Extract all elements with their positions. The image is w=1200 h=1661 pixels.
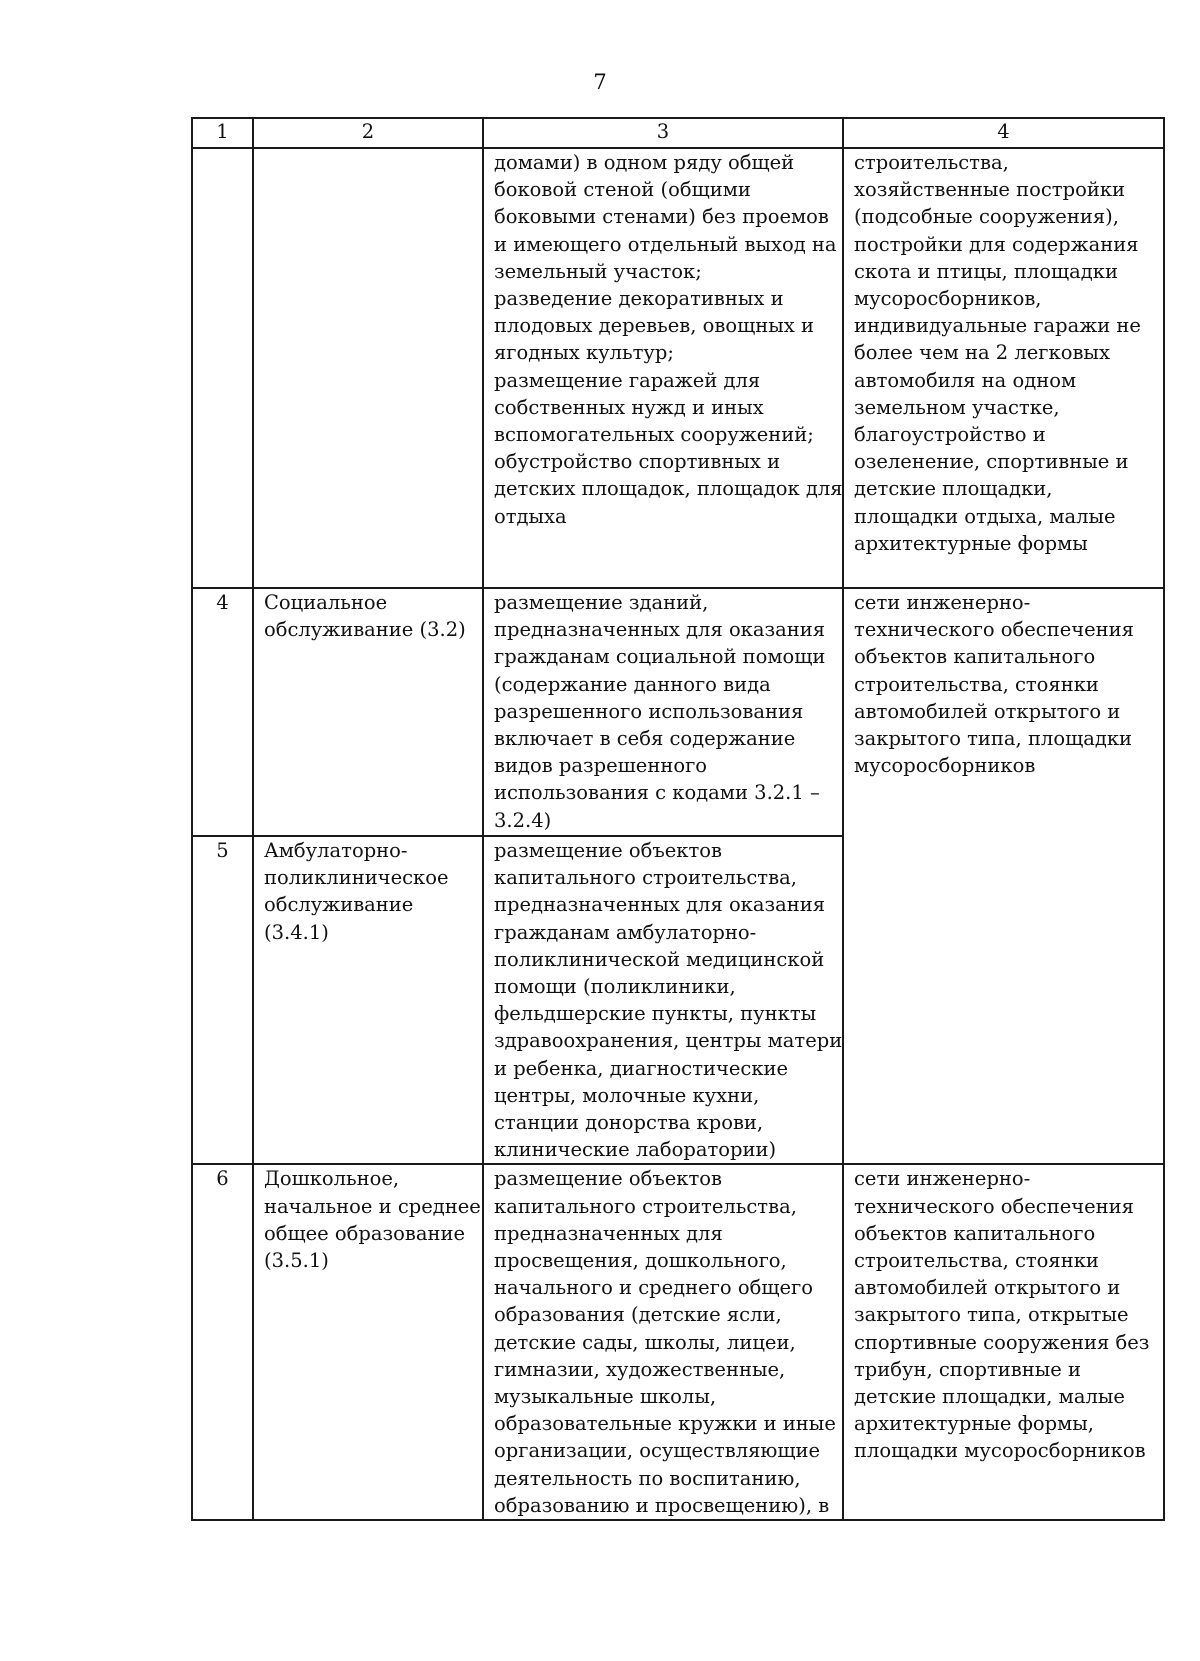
text-line: размещение объектов [494,1167,722,1191]
text-line: гражданам социальной помощи [494,645,826,669]
use-description [483,1164,843,1520]
text-line: здравоохранения, центры матери [494,1029,843,1053]
text-line: и ребенка, диагностические [494,1056,789,1080]
text-line: земельном участке, [854,395,1060,419]
text-line: общее образование [264,1221,465,1245]
text-line: гражданам амбулаторно- [494,920,757,944]
text-line: обслуживание [264,893,414,917]
text-line: музыкальные школы, [494,1385,717,1409]
text-line: сети инженерно- [854,591,1031,614]
text-line: помощи (поликлиники, [494,975,736,999]
text-line: строительства, стоянки [854,1249,1099,1273]
text-line: детские площадки, малые [854,1385,1125,1409]
text-line: капитального строительства, [494,866,797,890]
use-description [483,148,843,588]
text-line: благоустройство и [854,423,1046,447]
text-line: детские площадки, [854,477,1053,501]
table-row [192,588,1164,836]
text-line: Дошкольное, [264,1167,400,1191]
auxiliary-uses [843,148,1164,588]
table-row [192,148,1164,588]
text-line: размещение объектов [494,839,722,862]
text-line: строительства, [854,151,1009,174]
text-line: строительства, стоянки [854,672,1099,696]
text-line: закрытого типа, открытые [854,1303,1129,1327]
text-line: центры, молочные кухни, [494,1083,760,1107]
text-line: хозяйственные постройки [854,178,1126,202]
text-line: мусоросборников [854,754,1036,778]
auxiliary-uses [843,588,1164,1164]
text-line: 3.2.4) [494,808,552,832]
text-line: автомобиля на одном [854,368,1077,392]
text-line: поликлинической медицинской [494,947,825,971]
text-line: Амбулаторно- [264,839,408,862]
text-line: детских площадок, площадок для [494,477,843,501]
use-name [253,836,483,1164]
text-line: закрытого типа, площадки [854,727,1133,751]
text-line: ягодных культур; [494,341,674,365]
column-header: 4 [843,118,1164,148]
text-line: автомобилей открытого и [854,699,1121,723]
text-line: образовательные кружки и иные [494,1412,836,1436]
text-line: просвещения, дошкольного, [494,1249,787,1273]
text-line: деятельность по воспитанию, [494,1466,801,1490]
text-line: собственных нужд и иных [494,395,764,419]
text-line: предназначенных для оказания [494,618,826,642]
use-description [483,588,843,836]
land-use-table [191,117,1165,1521]
row-number: 5 [192,836,253,1164]
text-line: (подсобные сооружения), [854,205,1119,229]
text-line: мусоросборников, [854,287,1042,311]
text-line: трибун, спортивные и [854,1357,1082,1381]
text-line: индивидуальные гаражи не [854,314,1141,338]
text-line: объектов капитального [854,1221,1096,1245]
use-name [253,148,483,588]
text-line: Социальное [264,591,388,614]
text-line: видов разрешенного [494,754,708,778]
column-header: 2 [253,118,483,148]
text-line: (3.4.1) [264,920,329,944]
text-line: начальное и среднее [264,1194,481,1218]
text-line: разведение декоративных и [494,287,784,311]
row-number: 6 [192,1164,253,1520]
table-row [192,1164,1164,1520]
row-number [192,148,253,588]
text-line: площадки мусоросборников [854,1439,1146,1463]
text-line: автомобилей открытого и [854,1276,1121,1300]
text-line: размещение зданий, [494,591,709,614]
text-line: плодовых деревьев, овощных и [494,314,814,338]
text-line: скота и птицы, площадки [854,259,1118,283]
table-header-row [192,118,1164,148]
text-line: отдыха [494,504,567,528]
text-line: гимназии, художественные, [494,1357,786,1381]
text-line: использования с кодами 3.2.1 – [494,781,820,805]
text-line: сети инженерно- [854,1167,1031,1191]
text-line: и имеющего отдельный выход на [494,232,837,256]
auxiliary-uses [843,1164,1164,1520]
text-line: более чем на 2 легковых [854,341,1110,365]
text-line: начального и среднего общего [494,1276,813,1300]
use-description [483,836,843,1164]
text-line: спортивные сооружения без [854,1330,1150,1354]
text-line: архитектурные формы, [854,1412,1094,1436]
text-line: включает в себя содержание [494,727,796,751]
text-line: вспомогательных сооружений; [494,423,814,447]
text-line: постройки для содержания [854,232,1139,256]
text-line: озеленение, спортивные и [854,450,1129,474]
text-line: размещение гаражей для [494,368,761,392]
text-line: капитального строительства, [494,1194,797,1218]
text-line: архитектурные формы [854,531,1088,555]
text-line: детские сады, школы, лицеи, [494,1330,796,1354]
use-name [253,588,483,836]
text-line: (3.5.1) [264,1249,329,1273]
page-number: 7 [593,70,607,94]
text-line: боковыми стенами) без проемов [494,205,829,229]
text-line: образованию и просвещению), в [494,1493,830,1517]
text-line: площадки отдыха, малые [854,504,1116,528]
text-line: обустройство спортивных и [494,450,781,474]
text-line: станции донорства крови, [494,1111,764,1135]
text-line: объектов капитального [854,645,1096,669]
text-line: организации, осуществляющие [494,1439,821,1463]
text-line: поликлиническое [264,866,449,890]
text-line: предназначенных для оказания [494,893,826,917]
column-header: 3 [483,118,843,148]
text-line: образования (детские ясли, [494,1303,782,1327]
text-line: обслуживание (3.2) [264,618,466,642]
text-line: фельдшерские пункты, пункты [494,1002,817,1026]
text-line: предназначенных для [494,1221,723,1245]
text-line: разрешенного использования [494,699,804,723]
text-line: технического обеспечения [854,618,1134,642]
use-name [253,1164,483,1520]
text-line: домами) в одном ряду общей [494,151,795,174]
row-number: 4 [192,588,253,836]
text-line: (содержание данного вида [494,672,771,696]
text-line: клинические лаборатории) [494,1138,777,1162]
text-line: технического обеспечения [854,1194,1134,1218]
text-line: боковой стеной (общими [494,178,751,202]
text-line: земельный участок; [494,259,702,283]
column-header: 1 [192,118,253,148]
